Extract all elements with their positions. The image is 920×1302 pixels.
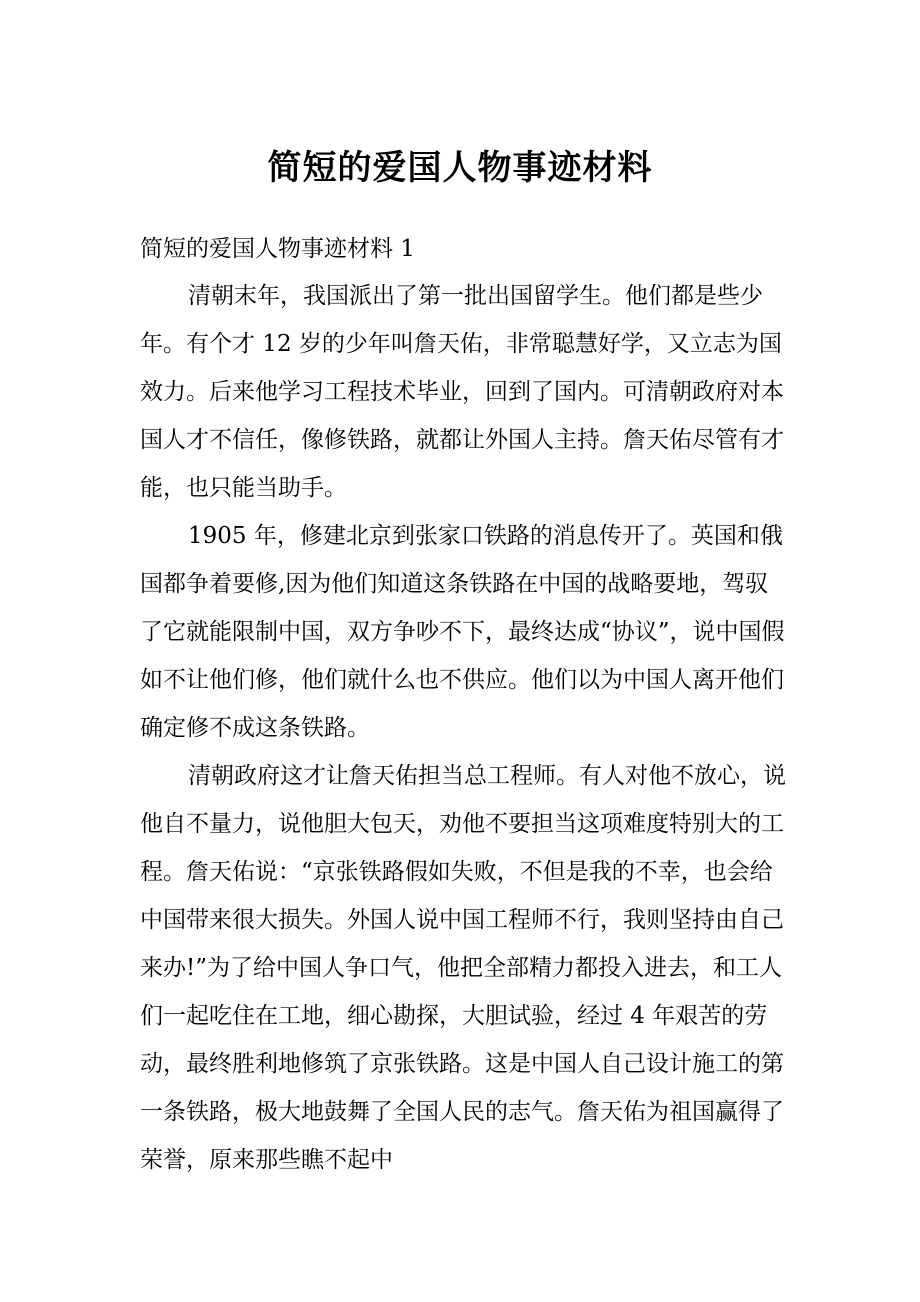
paragraph: 清朝政府这才让詹天佑担当总工程师。有人对他不放心，说他自不量力，说他胆大包天，劝他不要担当这项难度特别大的工程。詹天佑说：“京张铁路假如失败，不但是我的不幸，也会给中国带来很大损失。外国人说中国工程师不行，我则坚持由自己来办!”为了给中国人争口气，他把全部精力都投入进去，和工人们一起吃住在工地，细心勘探，大胆试验，经过 4 年艰苦的劳动，最终胜利地修筑了京张铁路。这是中国人自己设计施工的第一条铁路，极大地鼓舞了全国人民的志气。詹天佑为祖国赢得了荣誉，原来那些瞧不起中 [140,763,786,1173]
section-heading: 简短的爱国人物事迹材料 1 [140,236,415,262]
document-body [140,272,790,1184]
paragraph: 1905 年，修建北京到张家口铁路的消息传开了。英国和俄国都争着要修,因为他们知道这条铁路在中国的战略要地，驾驭了它就能限制中国，双方争吵不下，最终达成“协议”，说中国假如不让他们修，他们就什么也不供应。他们以为中国人离开他们确定修不成这条铁路。 [140,523,785,741]
document-title: 简短的爱国人物事迹材料 [267,148,653,188]
paragraph: 清朝末年，我国派出了第一批出国留学生。他们都是些少年。有个才 12 岁的少年叫詹天佑，非常聪慧好学，又立志为国效力。后来他学习工程技术毕业，回到了国内。可清朝政府对本国人才不信任，像修铁路，就都让外国人主持。詹天佑尽管有才能，也只能当助手。 [140,283,784,501]
